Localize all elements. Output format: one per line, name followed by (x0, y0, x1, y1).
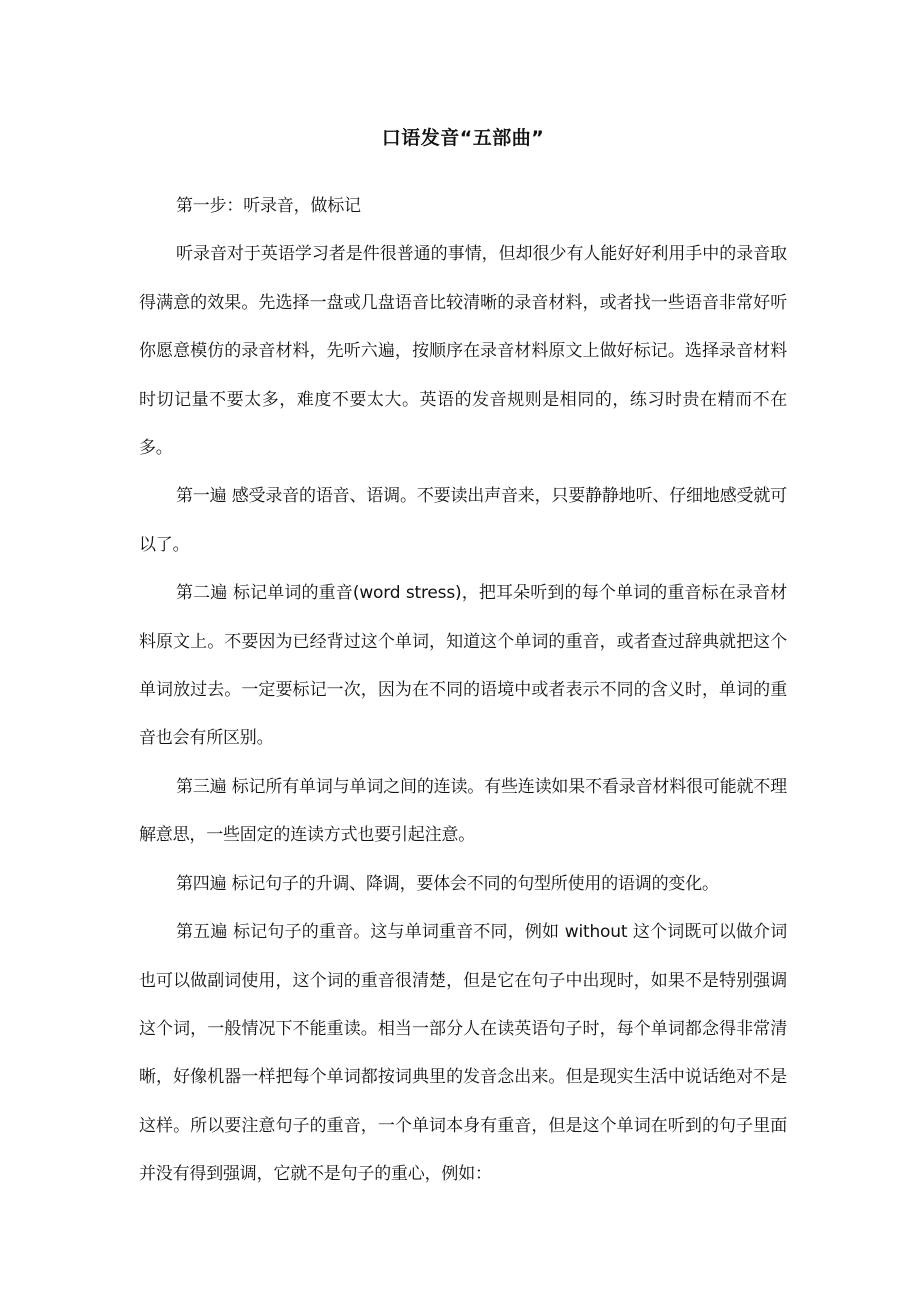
document-title: 口语发音“五部曲” (381, 127, 545, 149)
intro-paragraph: 听录音对于英语学习者是件很普通的事情，但却很少有人能好好利用手中的录音取得满意的效果。先选择一盘或几盘语音比较清晰的录音材料，或者找一些语音非常好听你愿意模仿的录音材料，先听六遍，按顺序在录音材料原文上做好标记。选择录音材料时切记量不要太多，难度不要太大。英语的发音规则是相同的，练习时贵在精而不在多。 (139, 244, 787, 459)
second-pass-paragraph: 第二遍 标记单词的重音(word stress)，把耳朵听到的每个单词的重音标在录音材料原文上。不要因为已经背过这个单词，知道这个单词的重音，或者查过辞典就把这个单词放过去。一定要标记一次，因为在不同的语境中或者表示不同的含义时，单词的重音也会有所区别。 (139, 583, 787, 749)
third-pass-paragraph: 第三遍 标记所有单词与单词之间的连读。有些连读如果不看录音材料很可能就不理解意思，一些固定的连读方式也要引起注意。 (139, 776, 787, 846)
fifth-pass-paragraph: 第五遍 标记句子的重音。这与单词重音不同，例如 without 这个词既可以做介词也可以做副词使用，这个词的重音很清楚，但是它在句子中出现时，如果不是特别强调这个词，一般情况下不能重读。相当一部分人在读英语句子时，每个单词都念得非常清晰，好像机器一样把每个单词都按词典里的发音念出来。但是现实生活中说话绝对不是这样。所以要注意句子的重音，一个单词本身有重音，但是这个单词在听到的句子里面并没有得到强调，它就不是句子的重心，例如： (139, 922, 787, 1185)
fourth-pass-paragraph: 第四遍 标记句子的升调、降调，要体会不同的句型所使用的语调的变化。 (176, 873, 719, 894)
document-body (139, 118, 787, 1199)
step-one-heading: 第一步：听录音，做标记 (176, 196, 361, 216)
first-pass-paragraph: 第一遍 感受录音的语音、语调。不要读出声音来，只要静静地听、仔细地感受就可以了。 (139, 486, 787, 555)
